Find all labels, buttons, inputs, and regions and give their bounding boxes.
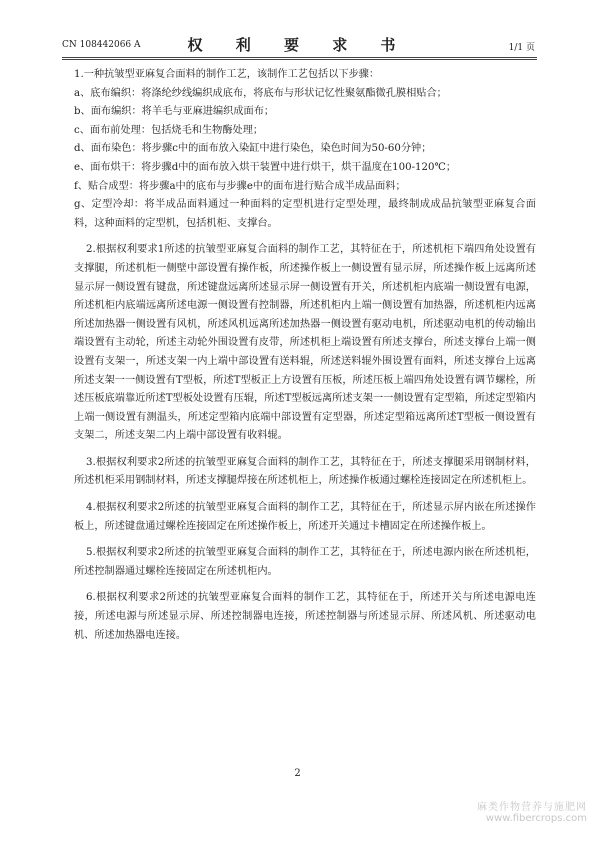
- claim-2: 2.根据权利要求1所述的抗皱型亚麻复合面料的制作工艺，其特征在于，所述机柜下端四角处设置有支撑腿，所述机柜一侧壁中部设置有操作板，所述操作板上一侧设置有显示屏，所述操作板上远离所述显示屏一侧设置有键盘，所述键盘远离所述显示屏一侧设置有开关，所述机柜内底端一侧设置有电源，所述机柜内底端远离所述电源一侧设置有控制器，所述机柜内上端一侧设置有加热器，所述机柜内远离所述加热器一侧设置有风机，所述风机远离所述加热器一侧设置有驱动电机，所述驱动电机的传动输出端设置有主动轮，所述主动轮外围设置有皮带，所述机柜上端设置有所述支撑台，所述支撑台上端一侧设置有支架一，所述支架一内上端中部设置有送料辊，所述送料辊外围设置有面料，所述支撑台上远离所述支架一一侧设置有T型板，所述T型板正上方设置有压板，所述压板上端四角处设置有调节螺栓，所述压板底端靠近所述T型板处设置有压辊，所述T型板远离所述支架一一侧设置有定型箱，所述定型箱内上端一侧设置有测温头，所述定型箱内底端中部设置有定型器，所述定型箱远离所述T型板一侧设置有支架二，所述支架二内上端中部设置有收料辊。: [74, 244, 536, 442]
- claim-1-step-g: g、定型冷却：将半成品面料通过一种面料的定型机进行定型处理，最终制成成品抗皱型亚麻复合面料，这种面料的定型机，包括机柜、支撑台。: [74, 199, 536, 229]
- watermark: [477, 798, 587, 824]
- claim-1-step-c: c、面布前处理：包括烧毛和生物酶处理；: [74, 124, 264, 136]
- claim-6: 6.根据权利要求2所述的抗皱型亚麻复合面料的制作工艺，其特征在于，所述开关与所述电源电连接，所述电源与所述显示屏、所述控制器电连接，所述控制器与所述显示屏、所述风机、所述驱动电机、所述加热器电连接。: [74, 592, 536, 641]
- claim-1-step-b: b、面布编织：将羊毛与亚麻进编织成面布；: [74, 106, 275, 118]
- page-number: 2: [294, 768, 301, 779]
- claim-4: 4.根据权利要求2所述的抗皱型亚麻复合面料的制作工艺，其特征在于，所述显示屏内嵌在所述操作板上，所述键盘通过螺栓连接固定在所述操作板上，所述开关通过卡槽固定在所述操作板上。: [74, 502, 536, 532]
- watermark-site-name: 麻类作物营养与施肥网: [477, 802, 587, 813]
- page-header: [62, 30, 535, 56]
- claim-1-step-e: e、面布烘干：将步骤d中的面布放入烘干装置中进行烘干，烘干温度在100-120℃；: [74, 161, 457, 173]
- document-title: 权 利 要 求 书: [187, 36, 410, 54]
- claim-5: 5.根据权利要求2所述的抗皱型亚麻复合面料的制作工艺，其特征在于，所述电源内嵌在所述机柜，所述控制器通过螺栓连接固定在所述机柜内。: [74, 547, 536, 577]
- watermark-url: www.fibercrops.com: [485, 813, 587, 824]
- header-rule-bottom: [62, 59, 537, 60]
- claim-1-step-f: f、贴合成型：将步骤a中的底布与步骤e中的面布进行贴合成半成品面料；: [74, 180, 406, 192]
- claim-1-step-d: d、面布染色：将步骤c中的面布放入染缸中进行染色，染色时间为50-60分钟；: [74, 143, 432, 155]
- claim-1-intro: 1.一种抗皱型亚麻复合面料的制作工艺，该制作工艺包括以下步骤：: [74, 69, 380, 80]
- claim-3: 3.根据权利要求2所述的抗皱型亚麻复合面料的制作工艺，其特征在于，所述支撑腿采用钢制材料，所述机柜采用钢制材料，所述支撑腿焊接在所述机柜上，所述操作板通过螺栓连接固定在所述机柜上。: [74, 456, 536, 487]
- page-count: 1/1 页: [508, 43, 535, 53]
- header-rule-top: [62, 57, 537, 58]
- claims-body: [74, 66, 536, 653]
- claim-1-step-a: a、底布编织：将涤纶纱线编织成底布，将底布与形状记忆性聚氨酯微孔膜相贴合；: [74, 87, 447, 99]
- publication-number: CN 108442066 A: [62, 40, 141, 50]
